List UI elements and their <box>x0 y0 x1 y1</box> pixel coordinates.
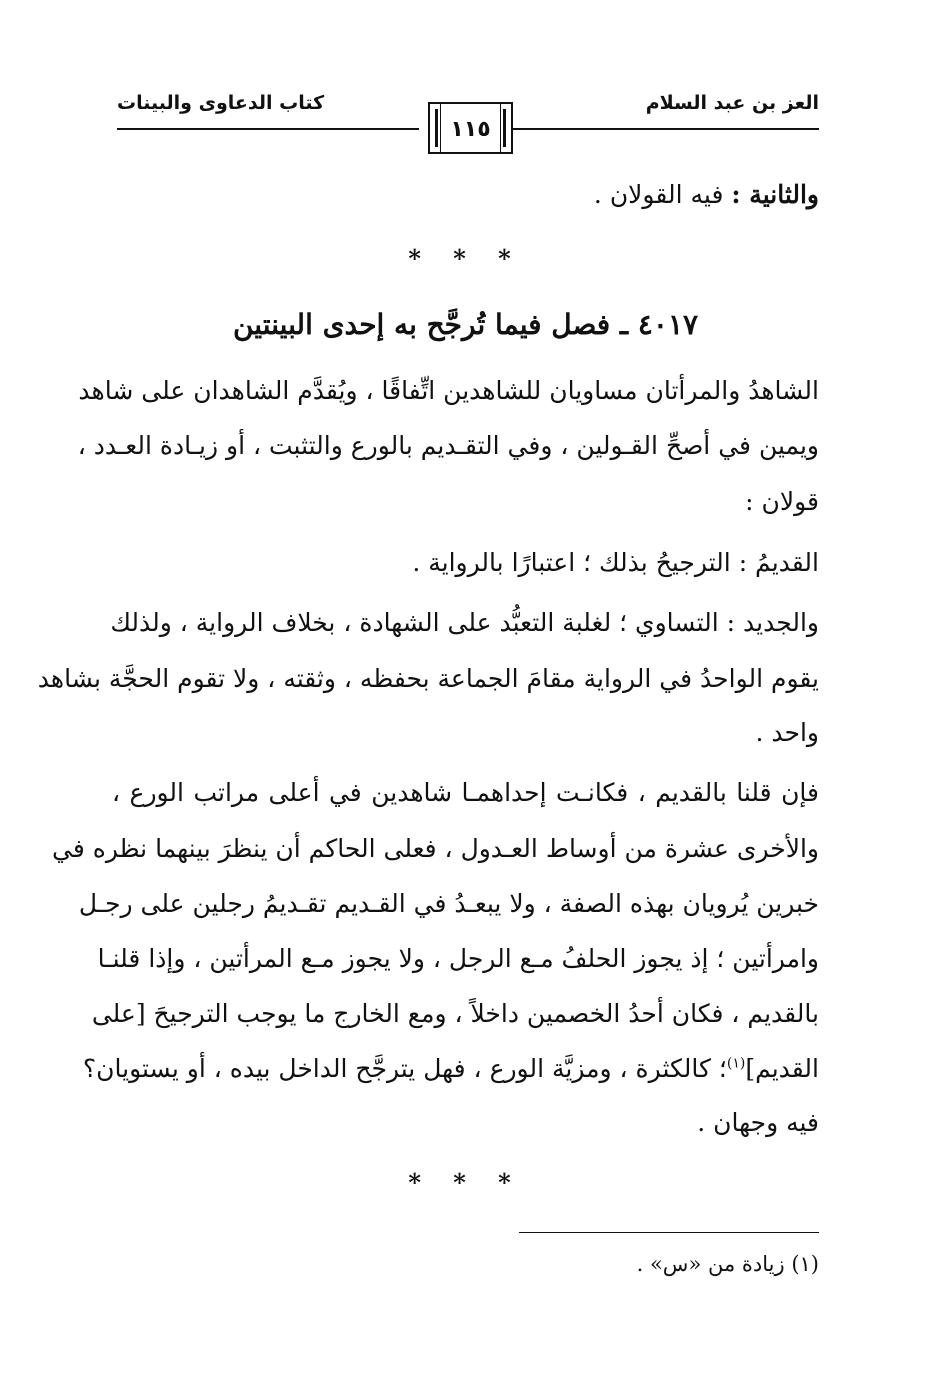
para4-line1: فإن قلنا بالقديم ، فكانـت إحداهمـا شاهدين في أعلى مراتب الورع ، <box>112 778 819 807</box>
para4-line5: بالقديم ، فكان أحدُ الخصمين داخلاً ، ومع الخارج ما يوجب الترجيحَ [على <box>91 999 819 1028</box>
para4-line6 <box>82 1054 819 1083</box>
para2-line: القديمُ : الترجيحُ بذلك ؛ اعتبارًا بالرواية . <box>412 548 819 577</box>
para3-line2: يقوم الواحدُ في الرواية مقامَ الجماعة بحفظه ، وثقته ، ولا تقوم الحجَّة بشاهد <box>37 664 819 693</box>
page-number-frame <box>428 102 513 154</box>
intro-label: والثانية : <box>731 180 819 209</box>
running-header-book-title: كتاب الدعاوى والبينات <box>117 92 325 114</box>
footnote-text: زيادة من «س» . <box>636 1252 785 1276</box>
para4-line4: وامرأتين ؛ إذ يجوز الحلفُ مـع الرجل ، ولا يجوز مـع المرأتين ، وإذا قلنـا <box>97 944 819 973</box>
para4-line2: والأخرى عشرة من أوساط العـدول ، فعلى الحاكم أن ينظرَ بينهما نظره في <box>52 834 819 863</box>
para1-line3: قولان : <box>745 487 819 516</box>
section-separator-bottom: * * * <box>408 1168 523 1197</box>
para1-line2: ويمين في أصحِّ القـولين ، وفي التقـديم بالورع والتثبت ، أو زيـادة العـدد ، <box>77 431 819 460</box>
footnote <box>637 1252 819 1276</box>
section-title: ٤٠١٧ ـ فصل فيما تُرجَّح به إحدى البينتين <box>232 308 699 341</box>
footnote-marker: (١) <box>791 1252 819 1276</box>
intro-text: فيه القولان . <box>593 180 724 209</box>
bracketed-insertion: القديم] <box>745 1054 819 1083</box>
page-number: ١١٥ <box>450 117 491 142</box>
footnote-reference: (١) <box>726 1055 746 1072</box>
para4-line3: خبرين يُرويان بهذه الصفة ، ولا يبعـدُ في القـديم تقـديمُ رجلين على رجـل <box>78 889 819 918</box>
header-rule-left <box>117 128 419 130</box>
para4-line7: فيه وجهان . <box>697 1108 819 1137</box>
para3-line1: والجديد : التساوي ؛ لغلبة التعبُّد على الشهادة ، بخلاف الرواية ، ولذلك <box>110 608 819 637</box>
para3-line3: واحد . <box>755 718 819 747</box>
para4-line6-rest: ؛ كالكثرة ، ومزيَّة الورع ، فهل يترجَّح الداخل بيده ، أو يستويان؟ <box>82 1054 727 1083</box>
section-separator-top: * * * <box>408 244 523 273</box>
header-rule-right <box>512 128 819 130</box>
footnote-divider <box>519 1232 819 1233</box>
para1-line1: الشاهدُ والمرأتان مساويان للشاهدين اتِّفاقًا ، ويُقدَّم الشاهدان على شاهد <box>78 376 819 405</box>
running-header-author: العز بن عبد السلام <box>645 92 819 114</box>
intro-line <box>594 180 819 209</box>
